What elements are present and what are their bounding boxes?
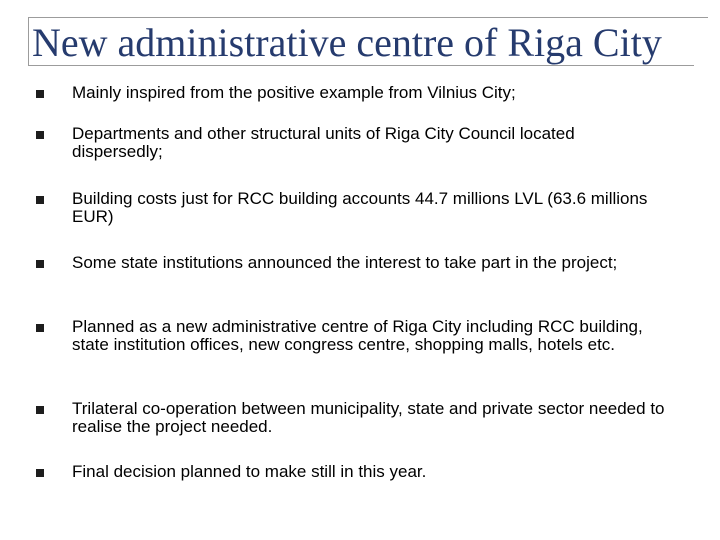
slide-title: New administrative centre of Riga City: [32, 20, 662, 65]
square-bullet-icon: [36, 90, 44, 98]
square-bullet-icon: [36, 324, 44, 332]
bullet-text: Some state institutions announced the interest to take part in the project;: [72, 253, 618, 272]
square-bullet-icon: [36, 406, 44, 414]
bullet-item: [36, 125, 666, 161]
bullet-text: Departments and other structural units of Riga City Council located dispersedly;: [72, 124, 575, 161]
bullet-item: [36, 400, 666, 436]
bullet-item: [36, 190, 666, 226]
title-underline: [28, 65, 694, 66]
bullet-text: Trilateral co-operation between municipality, state and private sector needed to realise the project needed.: [72, 399, 665, 436]
bullet-text: Final decision planned to make still in this year.: [72, 462, 427, 481]
frame-left-line: [28, 18, 29, 65]
square-bullet-icon: [36, 469, 44, 477]
bullet-text: Building costs just for RCC building accounts 44.7 millions LVL (63.6 millions EUR): [72, 189, 648, 226]
bullet-text: Mainly inspired from the positive example from Vilnius City;: [72, 83, 516, 102]
frame-top-line: [28, 17, 708, 18]
square-bullet-icon: [36, 196, 44, 204]
bullet-text: Planned as a new administrative centre of Riga City including RCC building, state institution offices, new congress centre, shopping malls, hotels etc.: [72, 317, 643, 354]
square-bullet-icon: [36, 131, 44, 139]
bullet-item: [36, 84, 666, 102]
square-bullet-icon: [36, 260, 44, 268]
bullet-item: [36, 254, 666, 272]
bullet-item: [36, 318, 666, 354]
bullet-item: [36, 463, 666, 481]
